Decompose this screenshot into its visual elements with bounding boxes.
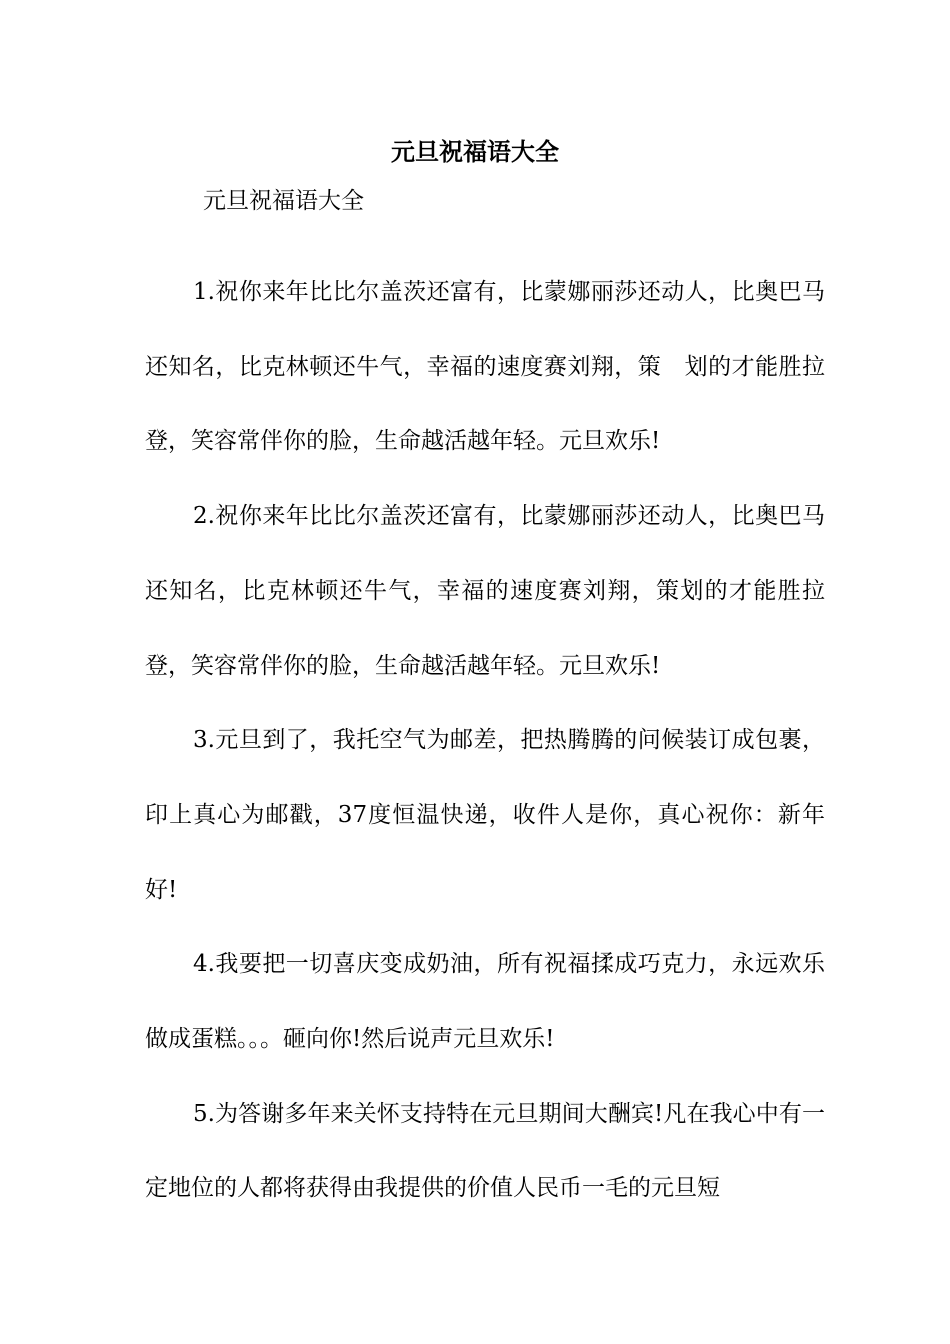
document-title: 元旦祝福语大全 — [391, 137, 559, 166]
paragraph-3: 3.元旦到了，我托空气为邮差，把热腾腾的问候装订成包裹，印上真心为邮戳，37度恒温快递，收件人是你，真心祝你：新年好! — [145, 727, 825, 903]
paragraph-2: 2.祝你来年比比尔盖茨还富有，比蒙娜丽莎还动人，比奥巴马还知名，比克林顿还牛气，幸福的速度赛刘翔，策划的才能胜拉登，笑容常伴你的脸，生命越活越年轻。元旦欢乐! — [145, 503, 825, 679]
document-body — [145, 255, 825, 1226]
paragraph-4: 4.我要把一切喜庆变成奶油，所有祝福揉成巧克力，永远欢乐做成蛋糕。。。砸向你!然后说声元旦欢乐! — [145, 951, 825, 1053]
paragraph-5: 5.为答谢多年来关怀支持特在元旦期间大酬宾!凡在我心中有一定地位的人都将获得由我提供的价值人民币一毛的元旦短 — [145, 1100, 825, 1202]
paragraph-1: 1.祝你来年比比尔盖茨还富有，比蒙娜丽莎还动人，比奥巴马还知名，比克林顿还牛气，幸福的速度赛刘翔，策 划的才能胜拉登，笑容常伴你的脸，生命越活越年轻。元旦欢乐! — [145, 279, 825, 455]
document-subtitle: 元旦祝福语大全 — [203, 188, 364, 214]
